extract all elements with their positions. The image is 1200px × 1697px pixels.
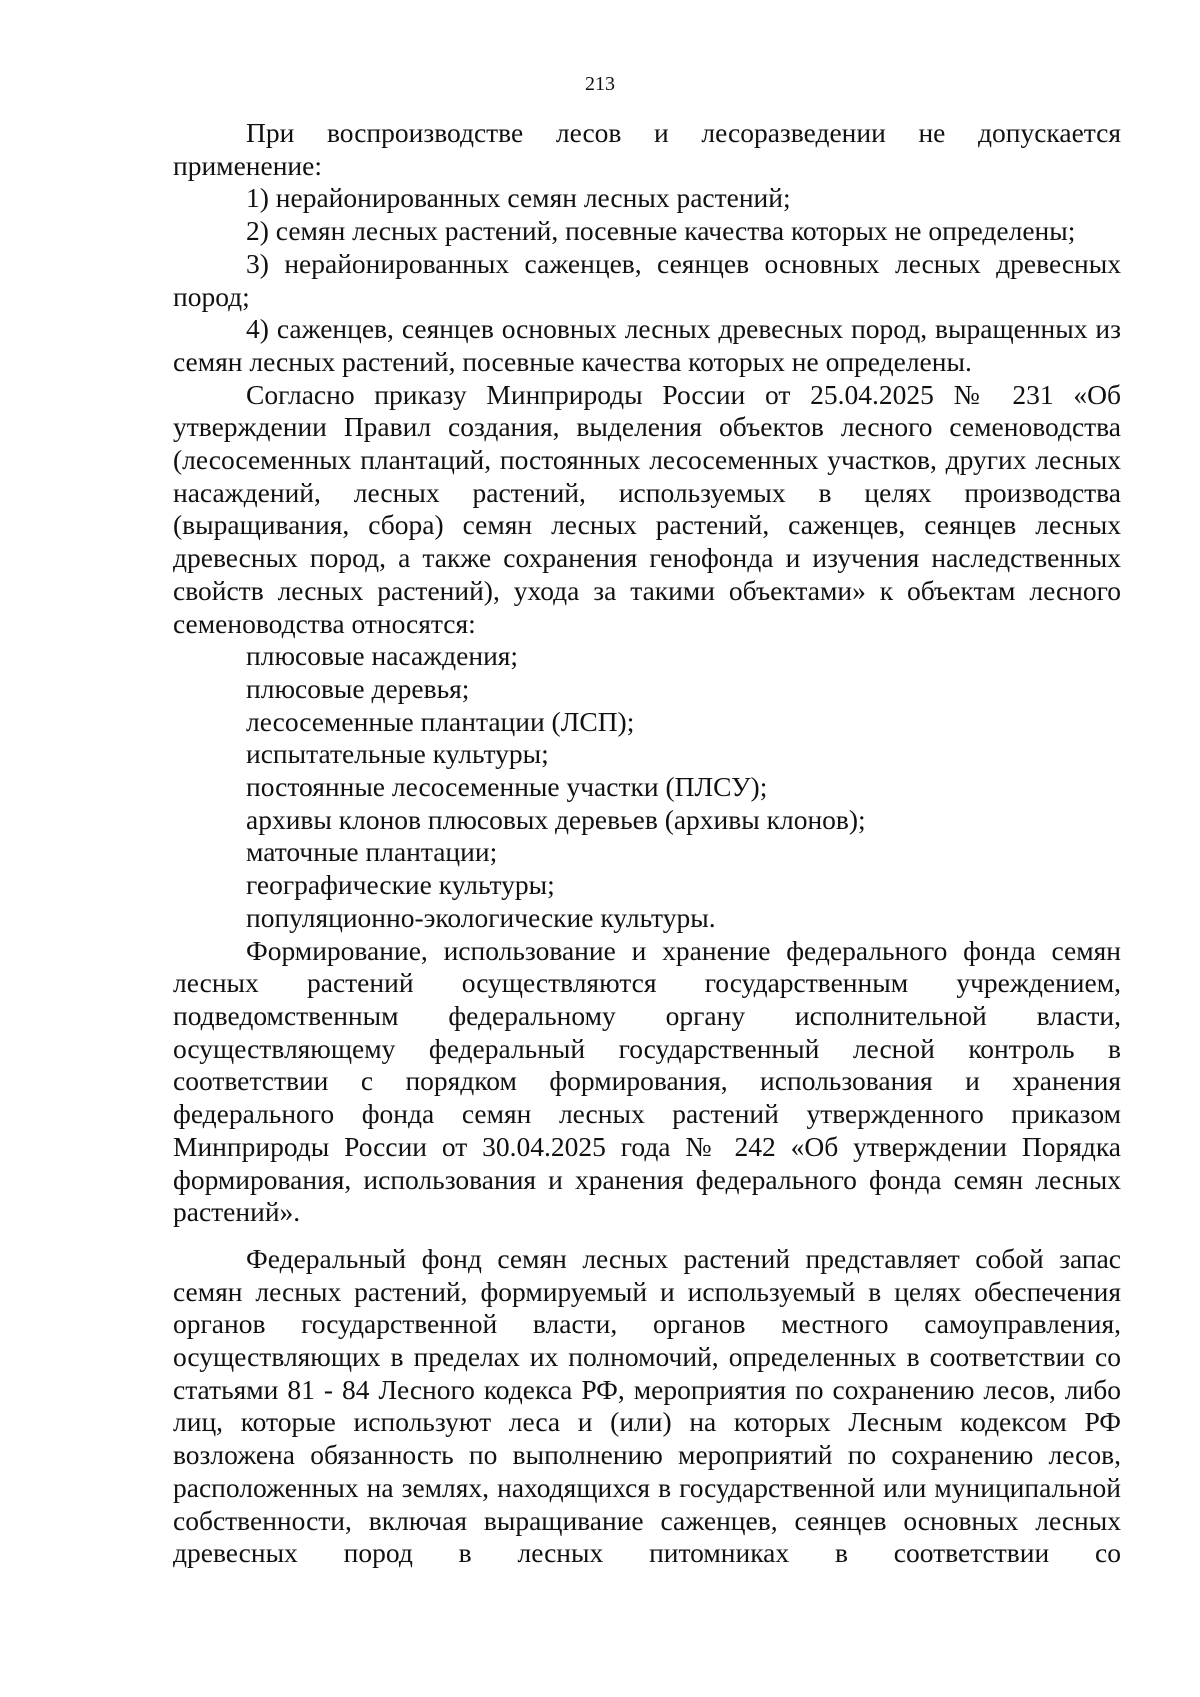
seed-objects-list	[173, 640, 1121, 934]
seed-object-item: архивы клонов плюсовых деревьев (архивы клонов);	[246, 803, 866, 835]
seed-object-item: популяционно-экологические культуры.	[246, 901, 716, 933]
seed-object-item: плюсовые деревья;	[246, 672, 470, 704]
document-body	[173, 117, 1121, 1570]
prohibited-item: 1) нерайонированных семян лесных растений;	[246, 182, 791, 214]
seed-object-item: плюсовые насаждения;	[246, 640, 519, 672]
order-paragraph: Согласно приказу Минприроды России от 25.04.2025 № 231 «Об утверждении Правил создания, выделения объектов лесного семеноводства (лесосеменных плантаций, постоянных лесосеменных участков, других лесных насаждений, лесных растений, используемых в целях производства (выращивания, сбора) семян лесных растений, саженцев, сеянцев лесных древесных пород, а также сохранения генофонда и изучения наследственных свойств лесных растений), ухода за такими объектами» к объектам лесного семеноводства относятся:	[173, 378, 1121, 639]
seed-object-item: испытательные культуры;	[246, 738, 549, 770]
fund-definition-paragraph: Федеральный фонд семян лесных растений представляет собой запас семян лесных растений, формируемый и используемый в целях обеспечения органов государственной власти, органов местного самоуправления, осуществляющих в пределах их полномочий, определенных в соответствии со статьями 81 - 84 Лесного кодекса РФ, мероприятия по сохранению лесов, либо лиц, которые используют леса и (или) на которых Лесным кодексом РФ возложена обязанность по выполнению мероприятий по сохранению лесов, расположенных на землях, находящихся в государственной или муниципальной собственности, включая выращивание саженцев, сеянцев основных лесных древесных пород в лесных питомниках в соответствии со	[173, 1242, 1121, 1569]
fund-formation-paragraph: Формирование, использование и хранение федерального фонда семян лесных растений осуществляются государственным учреждением, подведомственным федеральному органу исполнительной власти, осуществляющему федеральный государственный лесной контроль в соответствии с порядком формирования, использования и хранения федерального фонда семян лесных растений утвержденного приказом Минприроды России от 30.04.2025 года № 242 «Об утверждении Порядка формирования, использования и хранения федерального фонда семян лесных растений».	[173, 934, 1121, 1228]
seed-object-item: лесосеменные плантации (ЛСП);	[246, 705, 635, 737]
page-number: 213	[585, 73, 615, 95]
intro-paragraph: При воспроизводстве лесов и лесоразведении не допускается применение:	[173, 117, 1121, 181]
seed-object-item: постоянные лесосеменные участки (ПЛСУ);	[246, 771, 768, 803]
prohibited-item: 4) саженцев, сеянцев основных лесных древесных пород, выращенных из семян лесных растений, посевные качества которых не определены.	[173, 313, 1121, 377]
prohibited-item: 3) нерайонированных саженцев, сеянцев основных лесных древесных пород;	[173, 247, 1121, 312]
prohibited-item: 2) семян лесных растений, посевные качества которых не определены;	[246, 215, 1076, 247]
seed-object-item: маточные плантации;	[246, 836, 498, 868]
prohibited-list	[173, 182, 1121, 378]
seed-object-item: географические культуры;	[246, 869, 555, 901]
